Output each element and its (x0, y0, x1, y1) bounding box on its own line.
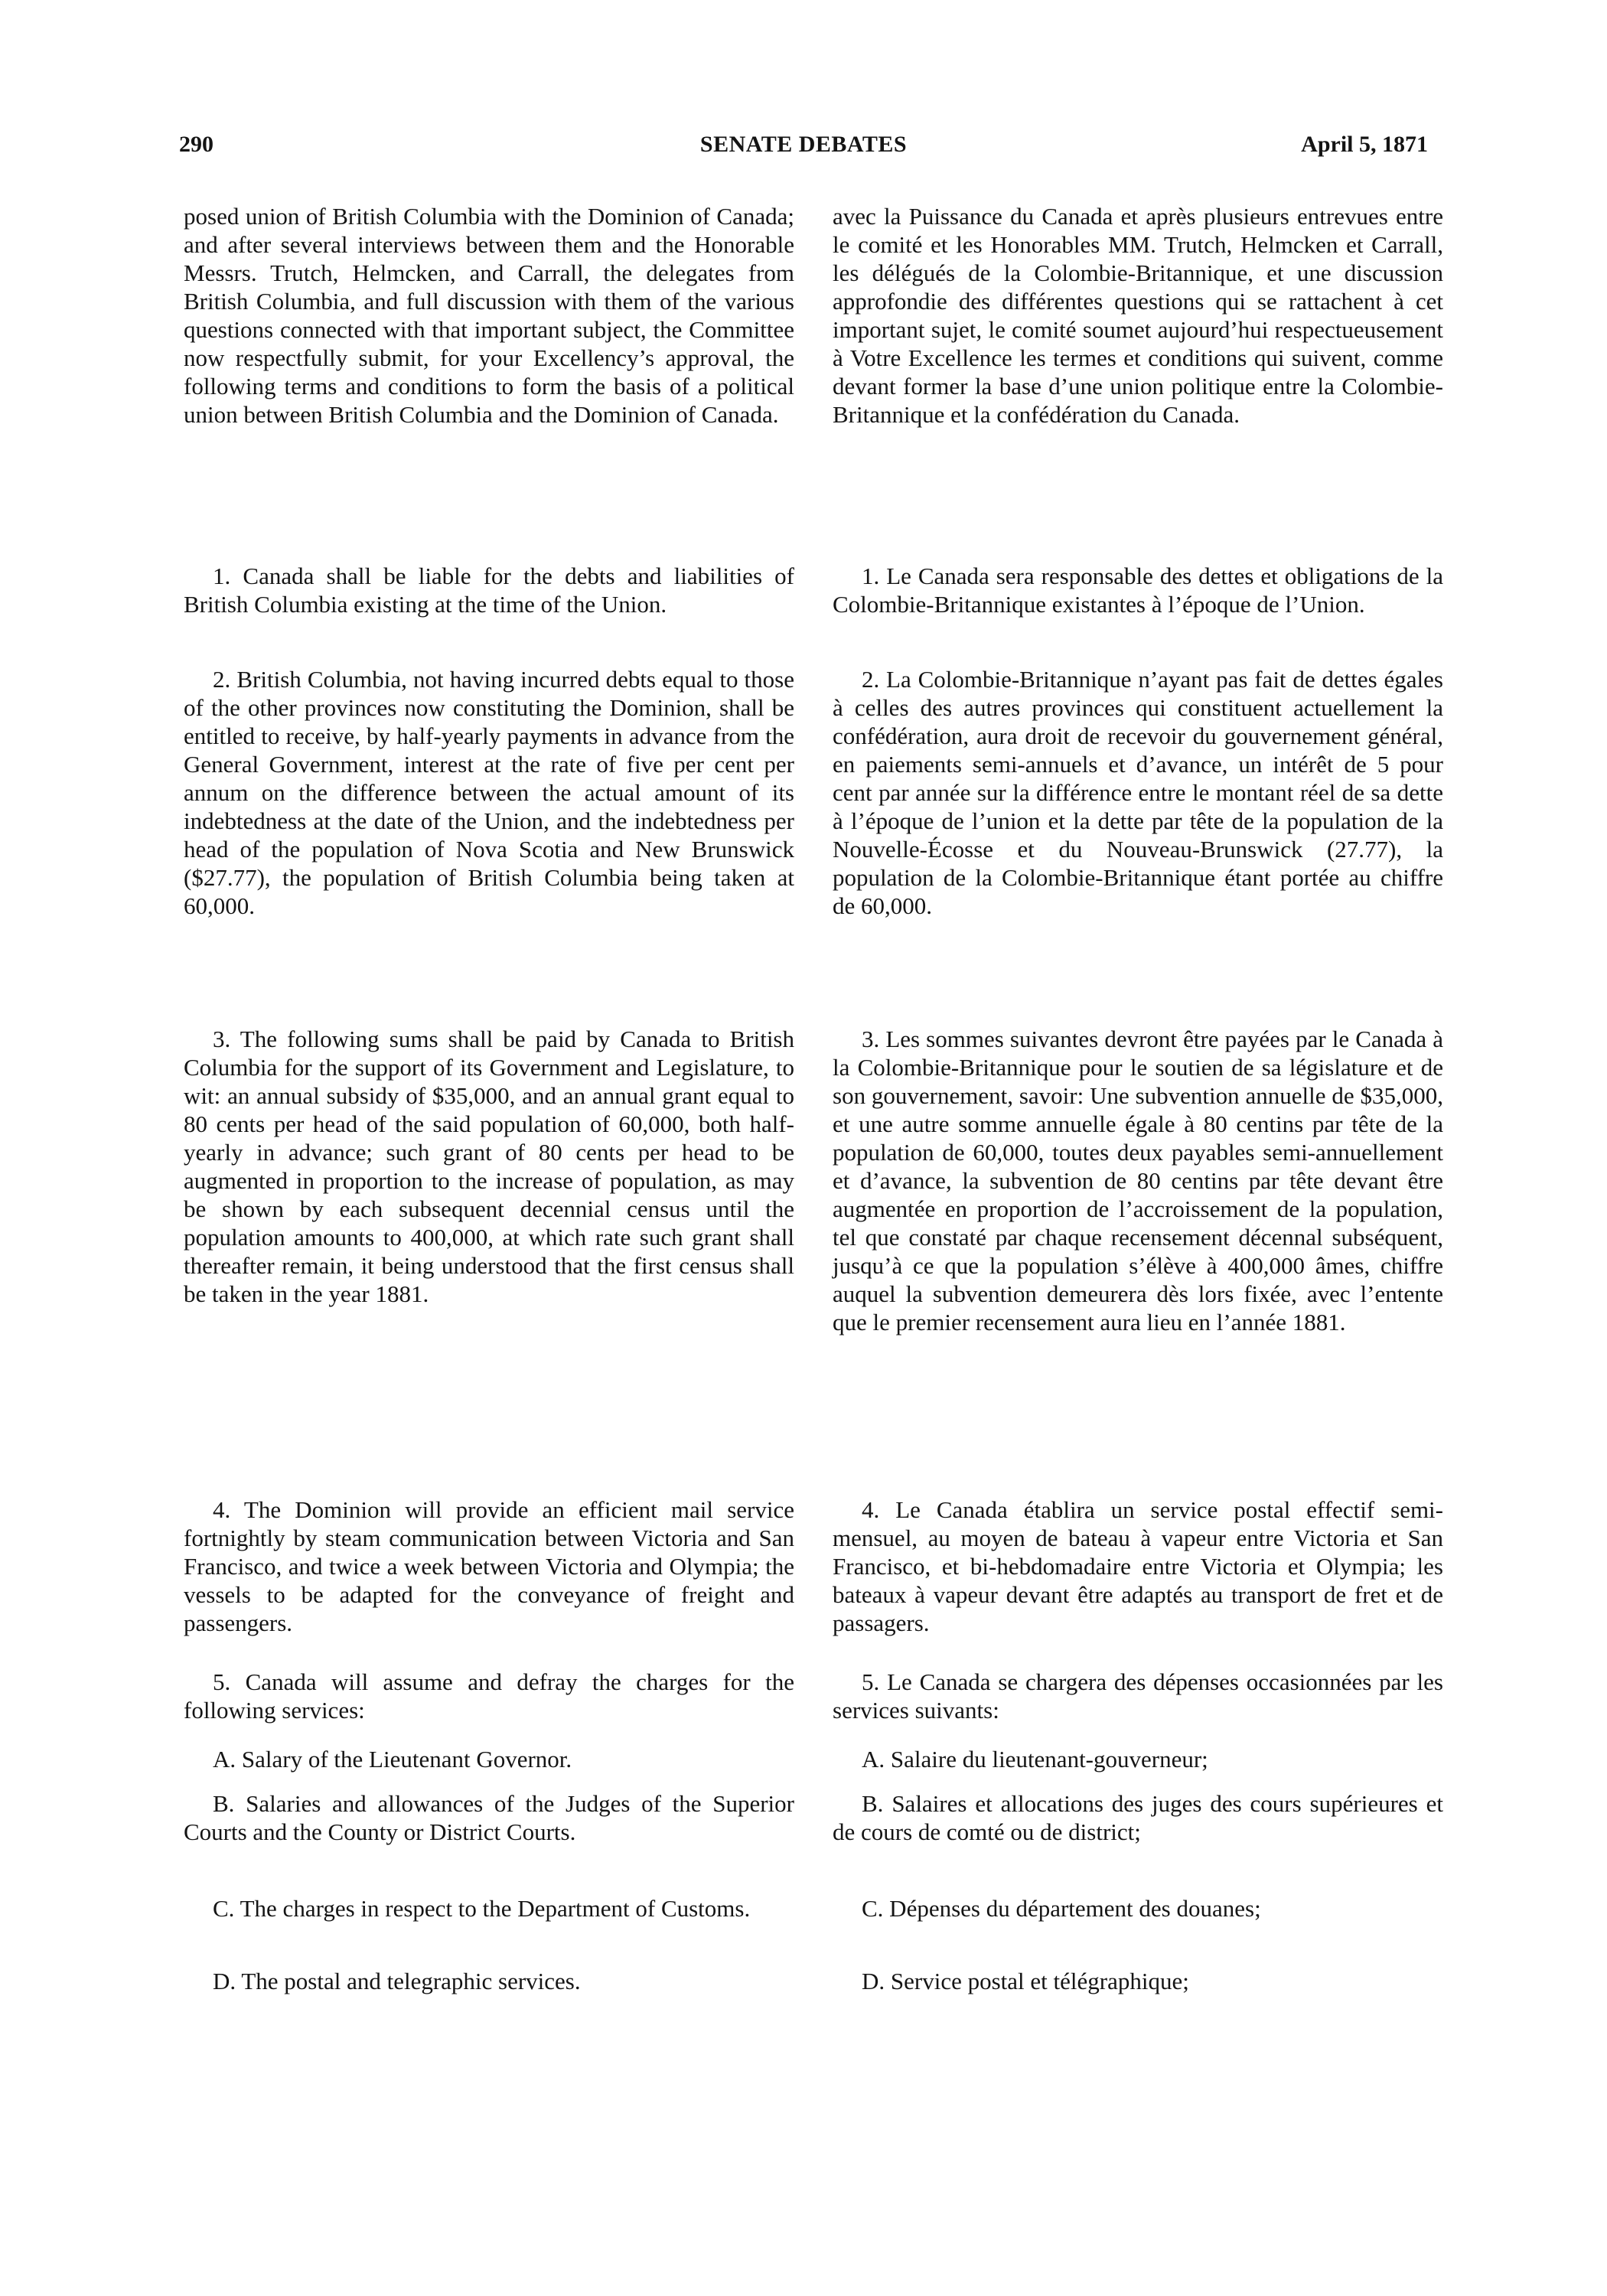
english-term-5: 5. Canada will assume and defray the charges for the following services: (184, 1668, 794, 1724)
english-term-5c: C. The charges in respect to the Department of Customs. (213, 1895, 751, 1922)
french-term-3: 3. Les sommes suivantes devront être payées par le Canada à la Colombie-Britannique pour le soutien de sa législature et de son gouvernement, savoir: Une subvention annuelle de $35,000, et une autre somme annuelle égale à 80 centins par tête de la population de 60,000, toutes deux payables semi-annuellement et d’avance, la subvention de 80 centins par tête devant être augmentée en proportion de l’accroissement de la population, tel que constaté par chaque recensement décennal subséquent, jusqu’à ce que la population s’élève à 400,000 âmes, chiffre auquel la subvention demeurera dès lors fixée, avec l’entente que le premier recensement aura lieu en l’année 1881. (833, 1026, 1443, 1336)
english-term-4: 4. The Dominion will provide an efficient mail service fortnightly by steam communication between Victoria and San Francisco, and twice a week between Victoria and Olympia; the vessels to be adapted for the conveyance of freight and passengers. (184, 1496, 794, 1636)
english-term-3: 3. The following sums shall be paid by Canada to British Columbia for the support of its Government and Legislature, to wit: an annual subsidy of $35,000, and an annual grant equal to 80 cents per head of the said population of 60,000, both half-yearly in advance; such grant of 80 cents per head to be augmented in proportion to the increase of population, as may be shown by each subsequent decennial census until the population amounts to 400,000, at which rate such grant shall thereafter remain, it being understood that the first census shall be taken in the year 1881. (184, 1026, 794, 1307)
french-intro-paragraph: avec la Puissance du Canada et après plusieurs entrevues entre le comité et les Honorables MM. Trutch, Helmcken et Carrall, les délégués de la Colombie-Britannique, et une discussion approfondie des différentes questions qui se rattachent à cet important sujet, le comité soumet aujourd’hui respectueusement à Votre Excellence les termes et conditions qui suivent, comme devant former la base d’une union politique entre la Colombie-Britannique et la confédération du Canada. (833, 203, 1443, 428)
page-number: 290 (179, 132, 214, 157)
english-term-5d: D. The postal and telegraphic services. (213, 1968, 581, 1994)
french-term-4: 4. Le Canada établira un service postal effectif semi-mensuel, au moyen de bateau à vapeur entre Victoria et San Francisco, et bi-hebdomadaire entre Victoria et Olympia; les bateaux à vapeur devant être adaptés au transport de fret et de passagers. (833, 1496, 1443, 1636)
english-term-5b: B. Salaries and allowances of the Judges of the Superior Courts and the County or District Courts. (184, 1790, 794, 1845)
english-term-2: 2. British Columbia, not having incurred debts equal to those of the other provinces now constituting the Dominion, shall be entitled to receive, by half-yearly payments in advance from the General Government, interest at the rate of five per cent per annum on the difference between the actual amount of its indebtedness at the date of the Union, and the indebtedness per head of the population of Nova Scotia and New Brunswick ($27.77), the population of British Columbia being taken at 60,000. (184, 666, 794, 919)
english-term-1: 1. Canada shall be liable for the debts and liabilities of British Columbia existing at the time of the Union. (184, 563, 794, 618)
french-term-5: 5. Le Canada se chargera des dépenses occasionnées par les services suivants: (833, 1668, 1443, 1724)
french-term-2: 2. La Colombie-Britannique n’ayant pas fait de dettes égales à celles des autres provinces qui constituent actuellement la confédération, aura droit de recevoir du gouvernement général, en paiements semi-annuels et d’avance, un intérêt de 5 pour cent par année sur la différence entre le montant réel de sa dette à l’époque de l’union et la dette par tête de la population de la Nouvelle-Écosse et du Nouveau-Brunswick (27.77), la population de la Colombie-Britannique étant portée au chiffre de 60,000. (833, 666, 1443, 919)
french-term-5d: D. Service postal et télégraphique; (862, 1968, 1189, 1994)
english-intro-paragraph: posed union of British Columbia with the Dominion of Canada; and after several interviews between them and the Honorable Messrs. Trutch, Helmcken, and Carrall, the delegates from British Columbia, and full discussion with them of the various questions connected with that important subject, the Committee now respectfully submit, for your Excellency’s approval, the following terms and conditions to form the basis of a political union between British Columbia and the Dominion of Canada. (184, 203, 794, 428)
french-term-5a: A. Salaire du lieutenant-gouverneur; (862, 1746, 1208, 1773)
publication-title: SENATE DEBATES (699, 132, 908, 157)
page-header (179, 132, 1428, 168)
session-date: April 5, 1871 (1301, 132, 1428, 157)
french-term-5b: B. Salaires et allocations des juges des cours supérieures et de cours de comté ou de district; (833, 1790, 1443, 1845)
french-term-5c: C. Dépenses du département des douanes; (862, 1895, 1261, 1922)
english-term-5a: A. Salary of the Lieutenant Governor. (213, 1746, 572, 1773)
french-term-1: 1. Le Canada sera responsable des dettes et obligations de la Colombie-Britannique existantes à l’époque de l’Union. (833, 563, 1443, 618)
